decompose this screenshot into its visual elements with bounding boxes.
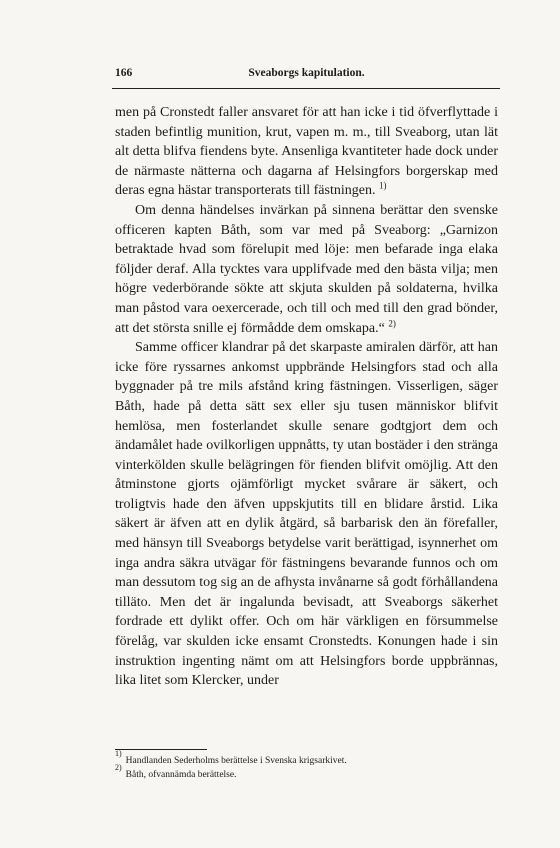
paragraph [115, 338, 498, 691]
body-text [115, 103, 498, 691]
footnote-ref: 2) [388, 317, 396, 328]
page-number: 166 [115, 67, 133, 79]
paragraph-text: Om denna händelses invärkan på sinnena berättar den svenske officeren kapten Båth, som var med på Sveaborg: „Garnizon betraktade hvad som förelupit med löje: men befarade inga elaka följder deraf. Alla tycktes vara upplifvade med den bästa vilja; men högre vederbörande sökte att skjuta skulden på soldaterna, hvilka man påstod vara oexercerade, och till och med till den grad bönder, att det största snille ej förmådde dem omskapa.“ [115, 202, 498, 336]
header-rule [112, 88, 500, 89]
running-title: Sveaborgs kapitulation. [248, 67, 365, 79]
footnote-mark: 2) [115, 763, 122, 772]
footnote [115, 763, 498, 782]
footnote-text: Handlanden Sederholms berättelse i Svenska krigsarkivet. [125, 756, 347, 766]
paragraph-text: men på Cronstedt faller ansvaret för att han icke i tid öfverflyttade i staden befintlig munition, krut, vapen m. m., till Sveaborg, utan lät alt detta blifva fiendens byte. Ansenliga kvantiteter hade dock under de närmaste nätterna och dagarna af Helsingfors borgerskap med deras egna hästar transporterats till fästningen. [115, 105, 498, 199]
footnote-mark: 1) [115, 749, 122, 758]
paragraph-text: Samme officer klandrar på det skarpaste amiralen därför, att han icke före ryssarnes ankomst uppbrände Helsingfors stad och alla byggnader på tre mils afstånd kring fästningen. Visserligen, säger Båth, hade på detta sätt sex eller sju tusen människor blifvit hemlösa, men fosterlandet skulle senare godtgjort dem och ändamålet hade ovilkorligen uppnåtts, ty utan bostäder i den stränga vinterkölden skulle belägringen för fienden blifvit omöjlig. Att den åtminstone gjorts ojämförligt mycket svårare är säkert, och troligtvis hade den äfven uppskjutits till en blidare årstid. Lika säkert är äfven att en dylik åtgärd, så barbarisk den än förefaller, med hänsyn till Sveaborgs betydelse varit berättigad, isynnerhet om inga andra säkra utvägar för fästningens bevarande funnos och om man dessutom tog sig an de afhysta invånarne så godt förhållandena tilläto. Men det är ingalunda bevisadt, att Sveaborgs säkerhet fordrade ett dylikt offer. Och om här värkligen en försummelse förelåg, var skulden icke ensamt Cronstedts. Konungen hade i sin instruktion ingenting nämt om att Helsingfors borde uppbrännas, lika litet som Klercker, under [115, 340, 498, 689]
footnote [115, 749, 498, 768]
paragraph [115, 201, 498, 338]
footnote-rule [115, 749, 207, 750]
footnotes [115, 749, 498, 782]
footnote-text: Båth, ofvannämda berättelse. [125, 770, 237, 780]
page-header [115, 67, 498, 83]
footnote-ref: 1) [378, 180, 387, 191]
paragraph [115, 103, 498, 201]
